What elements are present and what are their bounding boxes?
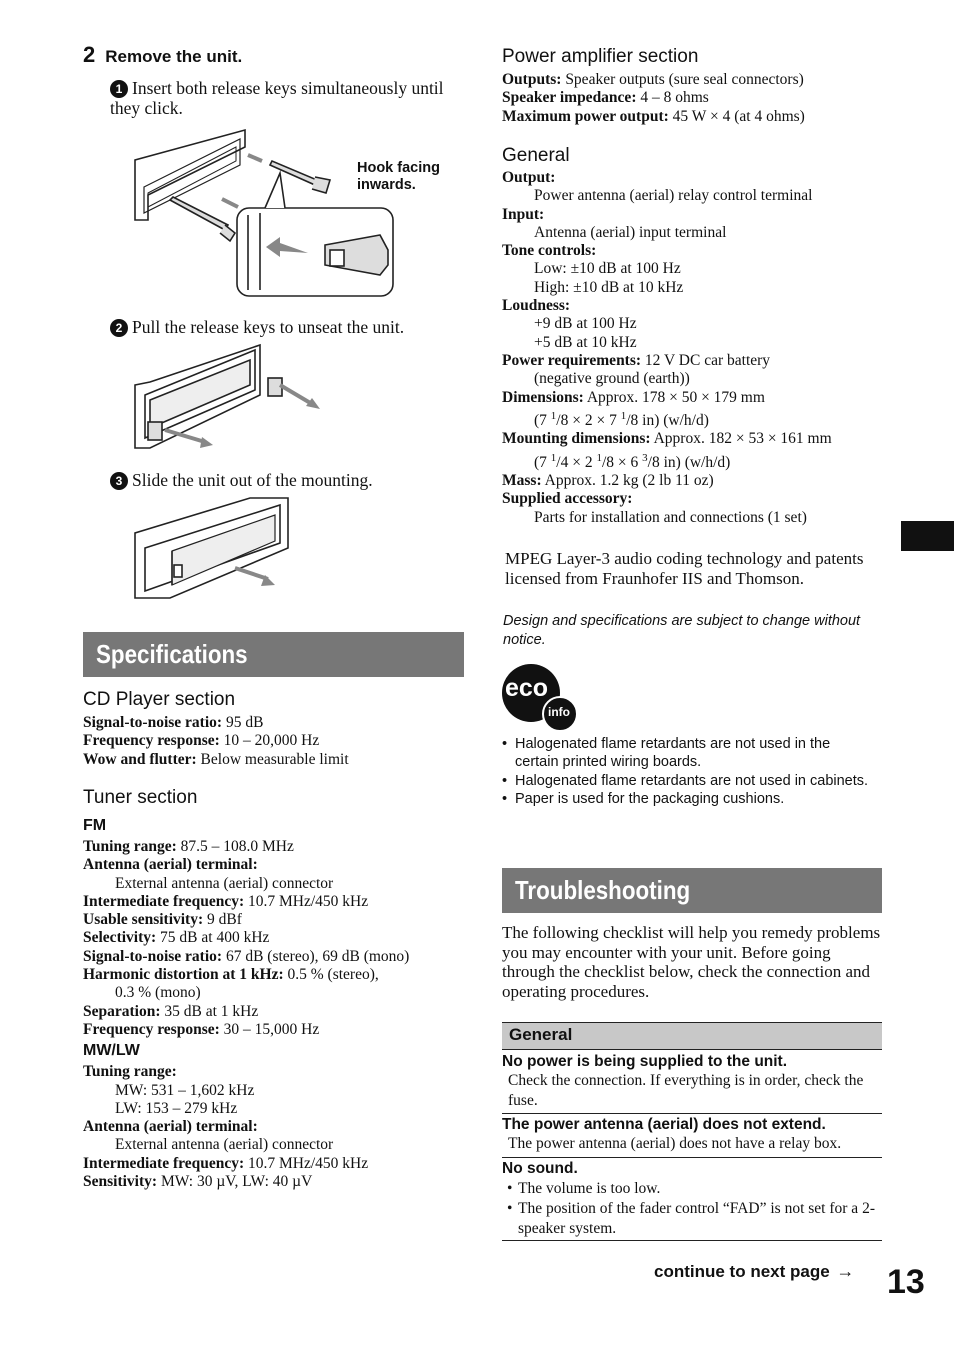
- spec-value-indented: 0.3 % (mono): [115, 984, 201, 1002]
- spec-value: 12 V DC car battery: [641, 351, 771, 369]
- banner-title: Troubleshooting: [515, 875, 691, 905]
- spec-value: 45 W × 4 (at 4 ohms): [668, 107, 805, 125]
- spec-value: 87.5 – 108.0 MHz: [176, 838, 294, 855]
- spec-row: [502, 169, 882, 187]
- arrow-right-icon: →: [836, 1261, 855, 1281]
- frac-part: /8 × 2 × 7: [556, 412, 621, 430]
- circled-number: 1: [110, 80, 128, 98]
- spec-value-indented: MW: 531 – 1,602 kHz: [115, 1081, 255, 1099]
- side-tab: [901, 521, 954, 551]
- spec-key: Signal-to-noise ratio:: [83, 714, 223, 731]
- section-title: Tuner section: [83, 787, 198, 808]
- spec-key: Intermediate frequency:: [83, 1154, 245, 1172]
- spec-value: 75 dB at 400 kHz: [156, 929, 270, 947]
- spec-key: Antenna (aerial) terminal:: [83, 856, 258, 874]
- step-2-heading: [83, 42, 242, 68]
- ts-item-head: The power antenna (aerial) does not extend.: [502, 1116, 826, 1133]
- step-number: 2: [83, 42, 96, 67]
- frac-num: 1: [550, 409, 557, 422]
- spec-row: [83, 838, 463, 856]
- spec-row: [83, 732, 463, 750]
- ts-item-head: No sound.: [502, 1160, 578, 1177]
- spec-value-indented: [502, 449, 882, 472]
- spec-value-indented: Parts for installation and connections (1 set): [534, 508, 807, 526]
- section-title: Power amplifier section: [502, 46, 699, 67]
- spec-row: [83, 1173, 463, 1191]
- spec-row: [502, 206, 882, 224]
- spec-value: 10 – 20,000 Hz: [219, 732, 320, 750]
- divider: [502, 1157, 882, 1158]
- spec-value-indented: Antenna (aerial) input terminal: [534, 223, 727, 241]
- circled-number: 2: [110, 319, 128, 337]
- spec-row: [83, 1003, 463, 1021]
- spec-key: Supplied accessory:: [502, 490, 633, 508]
- substep-text: Slide the unit out of the mounting.: [132, 470, 373, 490]
- spec-row: [83, 751, 463, 769]
- spec-key: Wow and flutter:: [83, 750, 197, 768]
- power-amplifier-section: [502, 45, 882, 126]
- spec-value: Below measurable limit: [196, 750, 349, 768]
- substep-text: Pull the release keys to unseat the unit.: [132, 317, 405, 337]
- spec-value-indented: +9 dB at 100 Hz: [534, 315, 637, 333]
- eco-item: • Halogenated flame retardants are not used in cabinets.: [502, 772, 872, 790]
- info-text: info: [548, 705, 570, 719]
- spec-value-indented: External antenna (aerial) connector: [115, 874, 334, 892]
- spec-value-indented: High: ±10 dB at 10 kHz: [534, 278, 684, 296]
- spec-value: Approx. 182 × 53 × 161 mm: [650, 430, 832, 448]
- figure-pull-release-keys: [130, 340, 330, 455]
- frac-part: (7: [534, 453, 551, 471]
- frac-num: 1: [596, 451, 602, 464]
- section-title: General: [502, 145, 570, 166]
- mwlw-label: MW/LW: [83, 1042, 140, 1060]
- spec-key: Intermediate frequency:: [83, 892, 245, 910]
- spec-key: Mounting dimensions:: [502, 430, 651, 448]
- substep-2: [110, 317, 460, 337]
- spec-value: MW: 30 µV, LW: 40 µV: [157, 1173, 313, 1191]
- ts-item-head: No power is being supplied to the unit.: [502, 1053, 788, 1070]
- section-title: CD Player section: [83, 689, 236, 710]
- banner-title: Specifications: [96, 639, 248, 669]
- spec-row: [83, 714, 463, 732]
- spec-row: [502, 108, 882, 126]
- spec-row: [502, 472, 882, 490]
- eco-item: • Paper is used for the packaging cushions.: [502, 790, 872, 808]
- spec-key: Speaker impedance:: [502, 89, 637, 107]
- spec-key: Tuning range:: [83, 838, 177, 855]
- spec-key: Sensitivity:: [83, 1173, 158, 1191]
- spec-value: Approx. 1.2 kg (2 lb 11 oz): [541, 472, 714, 490]
- spec-row: [83, 1063, 463, 1081]
- spec-value: 4 – 8 ohms: [636, 89, 709, 107]
- spec-key: Tuning range:: [83, 1063, 177, 1081]
- subbar-title: General: [509, 1025, 573, 1044]
- specifications-banner: [83, 632, 464, 677]
- ts-item: [502, 1053, 882, 1111]
- ts-bullet: • The position of the fader control “FAD” is not set for a 2-speaker system.: [507, 1199, 882, 1239]
- ts-item-body: The power antenna (aerial) does not have a relay box.: [508, 1135, 842, 1152]
- substep-3: [110, 470, 460, 490]
- spec-key: Input:: [502, 205, 545, 223]
- spec-value: Speaker outputs (sure seal connectors): [561, 71, 804, 88]
- substep-1: [110, 78, 450, 118]
- spec-row: [502, 297, 882, 315]
- spec-key: Frequency response:: [83, 1020, 220, 1038]
- spec-value-indented: External antenna (aerial) connector: [115, 1136, 334, 1154]
- spec-value-indented: Power antenna (aerial) relay control terminal: [534, 187, 813, 205]
- spec-row: [83, 911, 463, 929]
- circled-number: 3: [110, 472, 128, 490]
- ts-bullets: [502, 1179, 882, 1239]
- spec-key: Output:: [502, 169, 556, 186]
- frac-part: /8 × 6: [601, 453, 643, 471]
- spec-value: 0.5 % (stereo),: [283, 966, 379, 984]
- cd-player-section: [83, 688, 463, 769]
- frac-part: /4 × 2: [556, 453, 597, 471]
- design-note: Design and specifications are subject to change without notice.: [503, 613, 861, 648]
- fm-label: FM: [83, 817, 107, 834]
- spec-value: 95 dB: [222, 714, 264, 731]
- spec-key: Loudness:: [502, 297, 571, 315]
- figure-insert-release-keys: [130, 125, 400, 305]
- spec-key: Mass:: [502, 472, 542, 490]
- spec-value: 10.7 MHz/450 kHz: [244, 892, 369, 910]
- continue-text: continue to next page: [654, 1262, 830, 1281]
- mpeg-note: MPEG Layer-3 audio coding technology and patents licensed from Fraunhofer IIS and Thomson.: [505, 549, 864, 588]
- spec-key: Antenna (aerial) terminal:: [83, 1118, 258, 1136]
- eco-info-logo: [502, 664, 582, 732]
- frac-part: (7: [534, 412, 551, 430]
- spec-value-indented: Low: ±10 dB at 100 Hz: [534, 260, 681, 278]
- spec-key: Frequency response:: [83, 732, 220, 750]
- general-section: [502, 144, 882, 527]
- frac-part: /8 in) (w/h/d): [626, 412, 709, 430]
- spec-row: [83, 966, 463, 984]
- frac-part: /8 in) (w/h/d): [647, 453, 731, 471]
- divider: [502, 1113, 882, 1114]
- spec-row: [83, 856, 463, 874]
- step-title: Remove the unit.: [105, 47, 243, 66]
- frac-num: 1: [550, 451, 557, 464]
- spec-value: 67 dB (stereo), 69 dB (mono): [222, 947, 410, 965]
- spec-key: Maximum power output:: [502, 107, 669, 125]
- continue-note: [654, 1261, 854, 1282]
- divider: [502, 1240, 882, 1241]
- spec-key: Selectivity:: [83, 929, 157, 947]
- spec-value-indented: +5 dB at 10 kHz: [534, 333, 637, 351]
- spec-row: [83, 1118, 463, 1136]
- spec-value-indented: LW: 153 – 279 kHz: [115, 1099, 238, 1117]
- spec-value: 9 dBf: [203, 911, 242, 929]
- spec-value-indented: [502, 407, 882, 430]
- substep-text: Insert both release keys simultaneously until they click.: [110, 78, 444, 118]
- spec-value: 10.7 MHz/450 kHz: [244, 1154, 369, 1172]
- ts-bullet: • The volume is too low.: [507, 1179, 882, 1199]
- tuner-section: [83, 786, 463, 1191]
- spec-key: Tone controls:: [502, 242, 597, 260]
- spec-key: Power requirements:: [502, 351, 642, 369]
- ts-item-body: Check the connection. If everything is in order, check the fuse.: [508, 1072, 864, 1109]
- spec-key: Dimensions:: [502, 388, 584, 406]
- frac-num: 1: [620, 409, 627, 422]
- spec-row: [83, 1155, 463, 1173]
- frac-num: 3: [642, 451, 648, 464]
- page-number: 13: [887, 1263, 925, 1301]
- spec-key: Usable sensitivity:: [83, 911, 204, 929]
- eco-bullet-list: [502, 735, 872, 808]
- general-subbar: [502, 1022, 882, 1050]
- eco-item: • Halogenated flame retardants are not used in the certain printed wiring boards.: [502, 735, 872, 772]
- spec-row: [83, 948, 463, 966]
- spec-key: Signal-to-noise ratio:: [83, 947, 223, 965]
- spec-row: [502, 352, 882, 370]
- troubleshooting-intro: The following checklist will help you remedy problems you may encounter with your unit. Before going through the checklist below, check the connection and operating procedures.: [502, 923, 881, 1001]
- figure-label-hook: Hook facing inwards.: [357, 160, 440, 193]
- eco-text: eco: [505, 674, 549, 702]
- spec-value: 30 – 15,000 Hz: [219, 1020, 320, 1038]
- spec-value-indented: (negative ground (earth)): [534, 370, 690, 388]
- spec-row: [83, 929, 463, 947]
- spec-row: [502, 430, 882, 448]
- spec-row: [502, 389, 882, 407]
- spec-row: [502, 490, 882, 508]
- ts-item-no-sound: [502, 1160, 882, 1239]
- spec-value: 35 dB at 1 kHz: [160, 1002, 259, 1020]
- figure-slide-unit-out: [130, 493, 300, 603]
- spec-row: [502, 71, 882, 89]
- spec-row: [83, 893, 463, 911]
- spec-key: Outputs:: [502, 71, 562, 88]
- spec-row: [83, 1021, 463, 1039]
- spec-key: Separation:: [83, 1002, 161, 1020]
- troubleshooting-banner: [502, 868, 882, 913]
- spec-key: Harmonic distortion at 1 kHz:: [83, 966, 284, 984]
- spec-row: [502, 89, 882, 107]
- ts-item: [502, 1116, 882, 1154]
- spec-value: Approx. 178 × 50 × 179 mm: [583, 388, 765, 406]
- spec-row: [502, 242, 882, 260]
